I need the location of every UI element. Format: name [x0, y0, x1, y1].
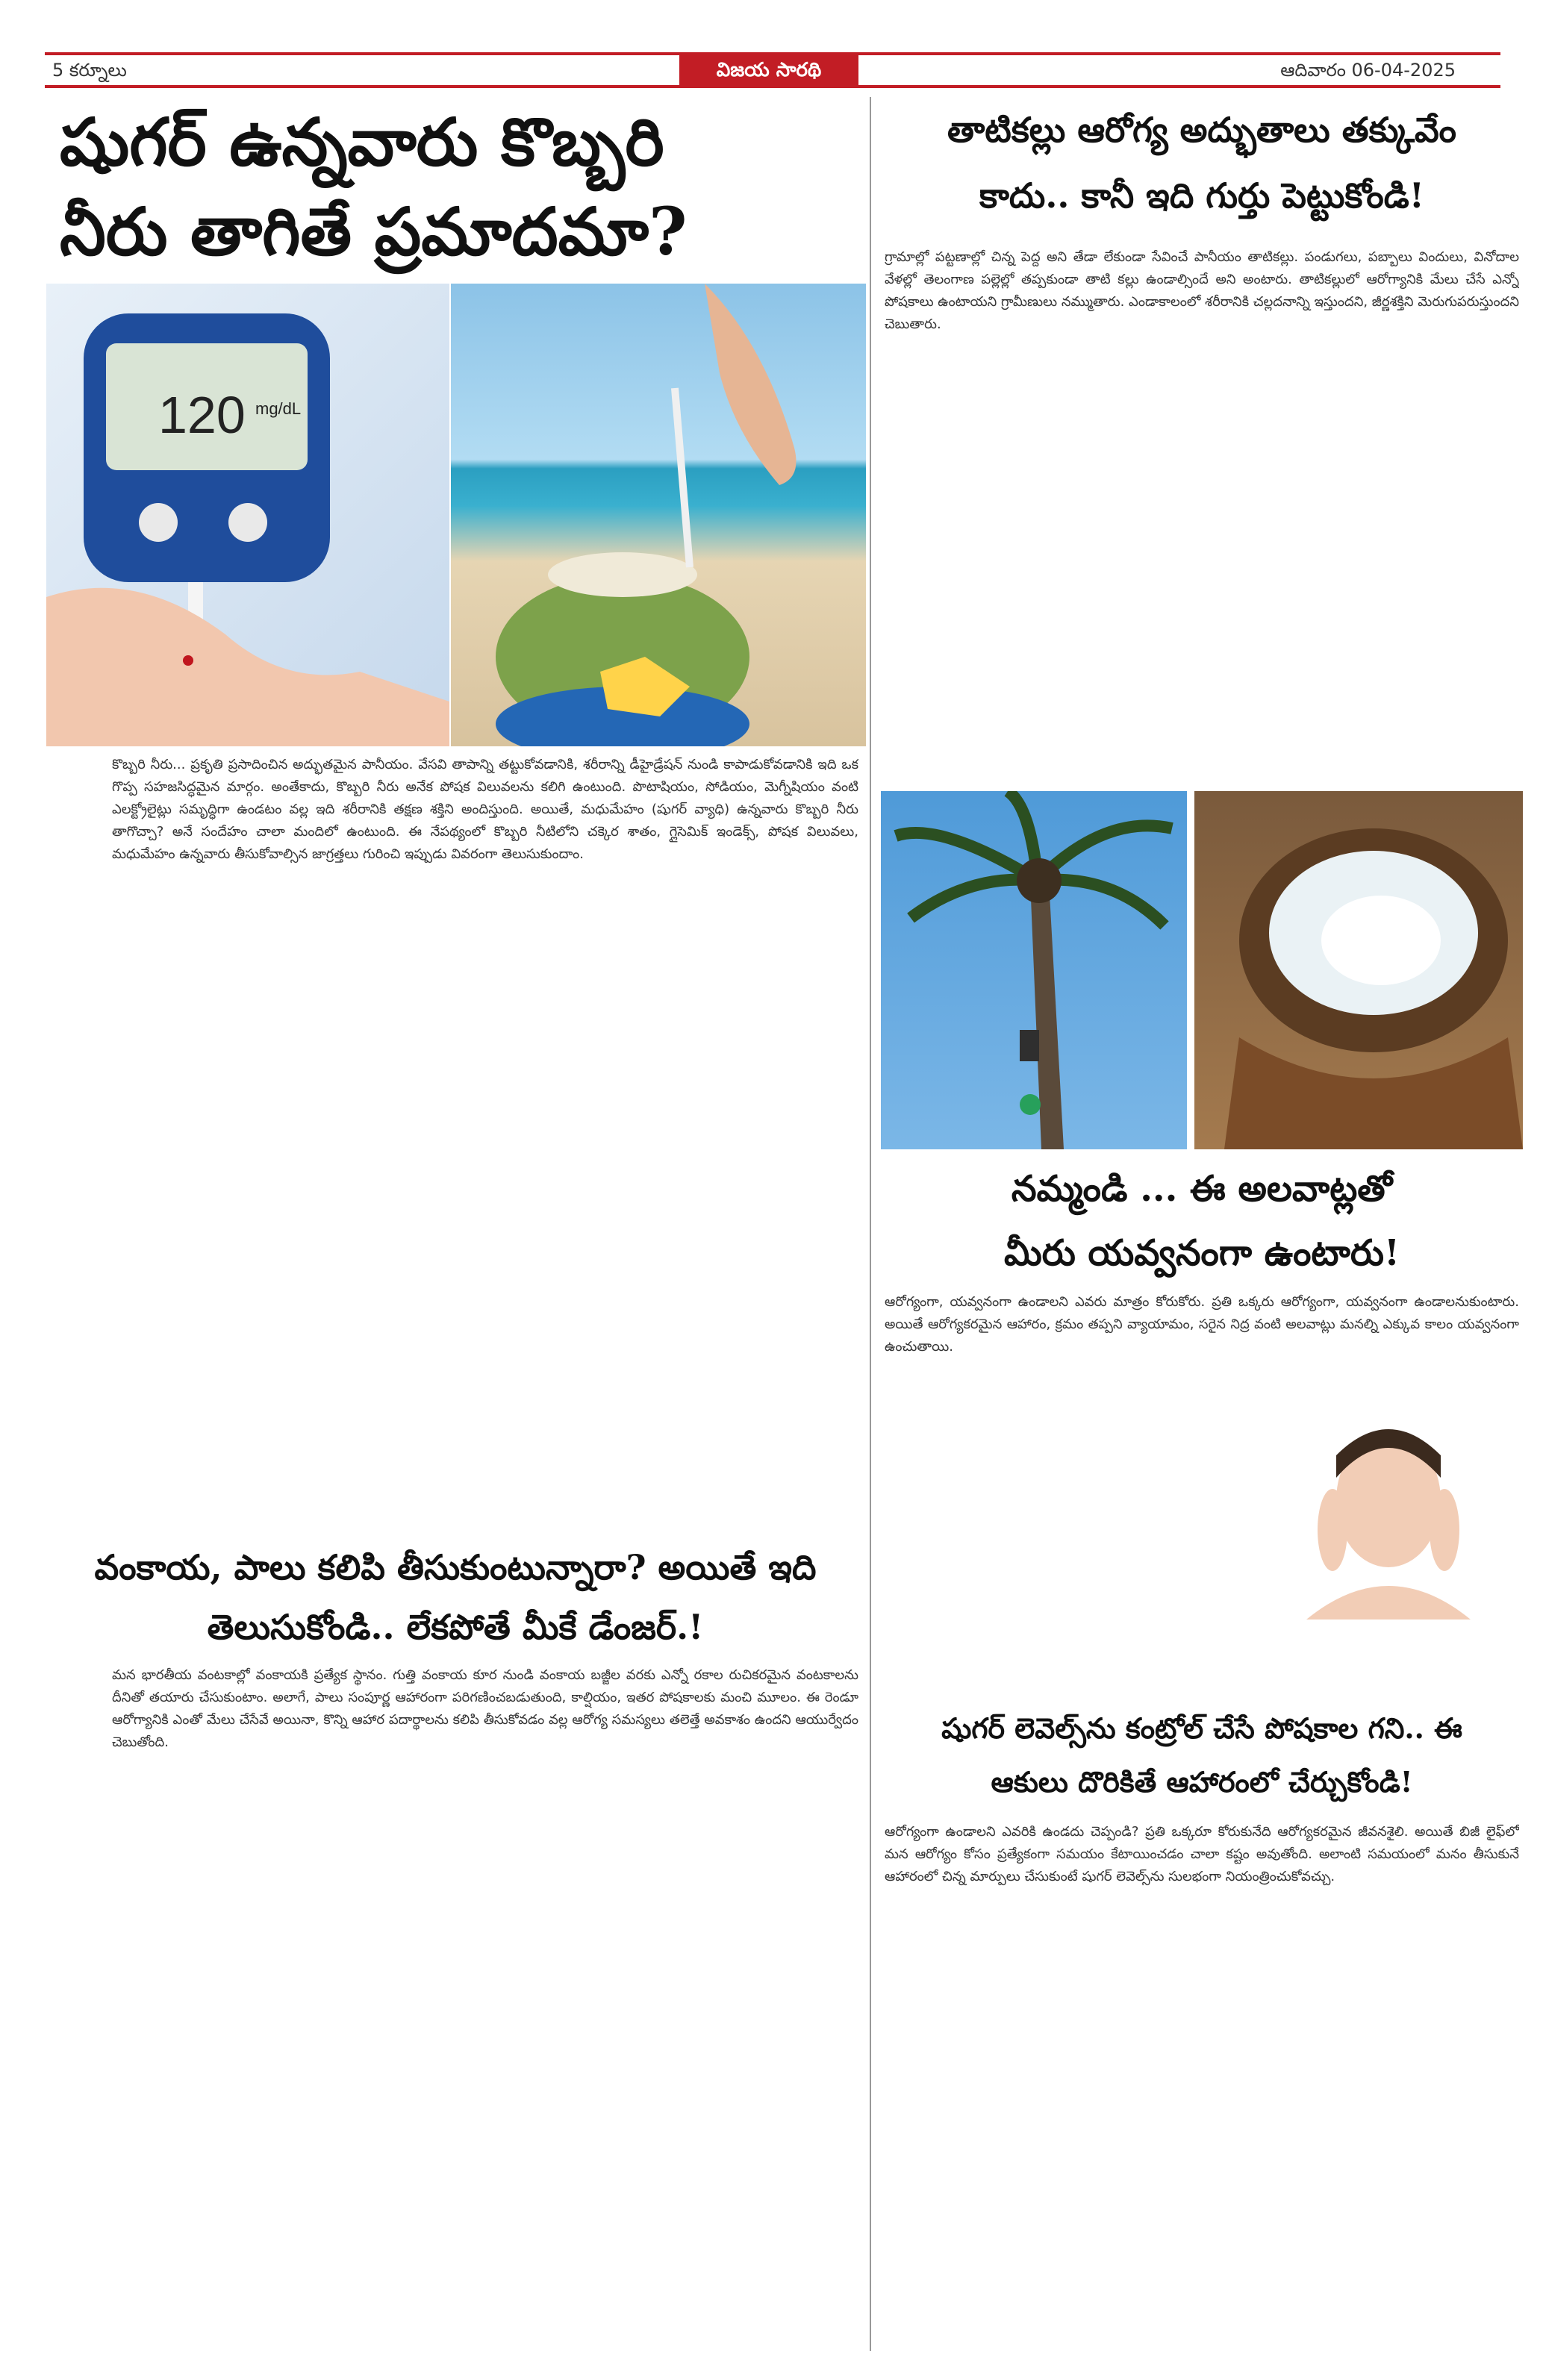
masthead: [45, 52, 1500, 88]
woman-skincare-photo: [1262, 1418, 1515, 1620]
article-youth-body: ఆరోగ్యంగా, యవ్వనంగా ఉండాలని ఎవరు మాత్రం కోరుకోరు. ప్రతి ఒక్కరు ఆరోగ్యంగా, యవ్వనంగా ఉండాలనుకుంటారు. అయితే ఆరోగ్యకరమైన ఆహారం, క్రమం తప్పని వ్యాయామం, సరైన నిద్ర వంటి అలవాట్లు మనల్ని ఎక్కువ కాలం యవ్వనంగా ఉంచుతాయి.: [885, 1294, 1519, 1355]
headline-line-1: నమ్మండి ... ఈ అలవాట్లతో: [1011, 1168, 1393, 1210]
headline-line-2: తెలుసుకోండి.. లేకపోతే మీకే డేంజర్.!: [207, 1607, 704, 1647]
glucose-unit: mg/dL: [255, 399, 302, 418]
article-coconut-water: [45, 97, 866, 276]
article-youth-habits: [873, 1157, 1530, 1285]
newspaper-name: విజయ సారథి: [679, 54, 858, 87]
article-palm-toddy: [873, 97, 1530, 228]
column-divider: [870, 97, 871, 2351]
headline-line-1: షుగర్ ఉన్నవారు కొబ్బరి: [60, 103, 664, 181]
coconut-beach-photo: [451, 284, 866, 746]
article-sugar-leaves: [873, 1702, 1530, 1809]
headline-line-1: వంకాయ, పాలు కలిపి తీసుకుంటున్నారా? అయితే ఇది: [94, 1547, 817, 1587]
headline-line-2: మీరు యవ్వనంగా ఉంటారు!: [1003, 1232, 1400, 1274]
article-toddy-body: గ్రామాల్లో పట్టణాల్లో చిన్న పెద్ద అని తేడా లేకుండా సేవించే పానీయం తాటికల్లు. పండుగలు, పబ్బాలు విందులు, వినోదాల వేళల్లో తెలంగాణ పల్లెల్లో తప్పకుండా తాటి కల్లు ఉండాల్సిందే అని అంటారు. తాటికల్లులో ఆరోగ్యానికి మేలు చేసే ఎన్నో పోషకాలు ఉంటాయని గ్రామీణులు నమ్ముతారు. ఎండాకాలంలో శరీరానికి చల్లదనాన్ని ఇస్తుందని, జీర్ణశక్తిని మెరుగుపరుస్తుందని చెబుతారు.: [885, 249, 1519, 332]
woman-illustration: [1262, 1418, 1515, 1620]
headline-line-2: నీరు తాగితే ప్రమాదమా?: [60, 193, 688, 270]
headline-line-1: తాటికల్లు ఆరోగ్య అద్భుతాలు తక్కువేం: [947, 110, 1457, 150]
glucose-reading: 120: [158, 386, 246, 444]
headline-line-1: షుగర్ లెవెల్స్‌ను కంట్రోల్ చేసే పోషకాల గని.. ఈ: [941, 1711, 1462, 1745]
article-brinjal-body: మన భారతీయ వంటకాల్లో వంకాయకి ప్రత్యేక స్థానం. గుత్తి వంకాయ కూర నుండి వంకాయ బజ్జీల వరకు ఎన్నో రకాల రుచికరమైన వంటకాలను దీనితో తయారు చేసుకుంటాం. అలాగే, పాలు సంపూర్ణ ఆహారంగా పరిగణించబడుతుంది, కాల్షియం, ఇతర పోషకాలకు మంచి మూలం. ఈ రెండూ ఆరోగ్యానికి ఎంతో మేలు చేసేవే అయినా, కొన్ని ఆహార పదార్థాలను కలిపి తీసుకోవడం వల్ల ఆరోగ్య సమస్యలు తలెత్తే అవకాశం ఉందని ఆయుర్వేదం చెబుతోంది.: [112, 1667, 858, 1750]
toddy-pot-photo: [1194, 791, 1523, 1149]
coconut-illustration: [451, 284, 866, 746]
palm-tree-photo: [881, 791, 1187, 1149]
glucose-meter-photo: [46, 284, 449, 746]
toddy-pot-illustration: [1194, 791, 1523, 1149]
headline-line-2: కాదు.. కానీ ఇది గుర్తు పెట్టుకోండి!: [979, 175, 1424, 216]
palm-tree-illustration: [881, 791, 1187, 1149]
headline-line-2: ఆకులు దొరికితే ఆహారంలో చేర్చుకోండి!: [991, 1765, 1413, 1799]
page-number-city: 5 కర్నూలు: [52, 60, 127, 81]
issue-date: ఆదివారం 06-04-2025: [1280, 60, 1456, 81]
article-sugar-leaves-body: ఆరోగ్యంగా ఉండాలని ఎవరికి ఉండదు చెప్పండి? ప్రతి ఒక్కరూ కోరుకునేది ఆరోగ్యకరమైన జీవనశైలి. అయితే బిజీ లైఫ్‌లో మన ఆరోగ్యం కోసం ప్రత్యేకంగా సమయం కేటాయించడం చాలా కష్టం అవుతోంది. అలాంటి సమయంలో మనం తీసుకునే ఆహారంలో చిన్న మార్పులు చేసుకుంటే షుగర్ లెవెల్స్‌ను సులభంగా నియంత్రించుకోవచ్చు.: [885, 1824, 1519, 1884]
article-brinjal-milk: [45, 1537, 866, 1657]
article-coconut-body: కొబ్బరి నీరు... ప్రకృతి ప్రసాదించిన అద్భుతమైన పానీయం. వేసవి తాపాన్ని తట్టుకోవడానికి, శరీరాన్ని డీహైడ్రేషన్ నుండి కాపాడుకోవడానికి ఇది ఒక గొప్ప సహజసిద్ధమైన మార్గం. అంతేకాదు, కొబ్బరి నీరు అనేక పోషక విలువలను కలిగి ఉంటుంది. పొటాషియం, సోడియం, మెగ్నీషియం వంటి ఎలక్ట్రోలైట్లు సమృద్ధిగా ఉండటం వల్ల ఇది శరీరానికి తక్షణ శక్తిని అందిస్తుంది. అయితే, మధుమేహం (షుగర్ వ్యాధి) ఉన్నవారు కొబ్బరి నీరు తాగొచ్చా? అనే సందేహం చాలా మందిలో ఉంటుంది. ఈ నేపథ్యంలో కొబ్బరి నీటిలోని చక్కెర శాతం, గ్లైసెమిక్ ఇండెక్స్, పోషక విలువలు, మధుమేహం ఉన్నవారు తీసుకోవాల్సిన జాగ్రత్తలు గురించి ఇప్పుడు వివరంగా తెలుసుకుందాం.: [112, 757, 858, 862]
glucose-meter-illustration: [46, 284, 449, 746]
